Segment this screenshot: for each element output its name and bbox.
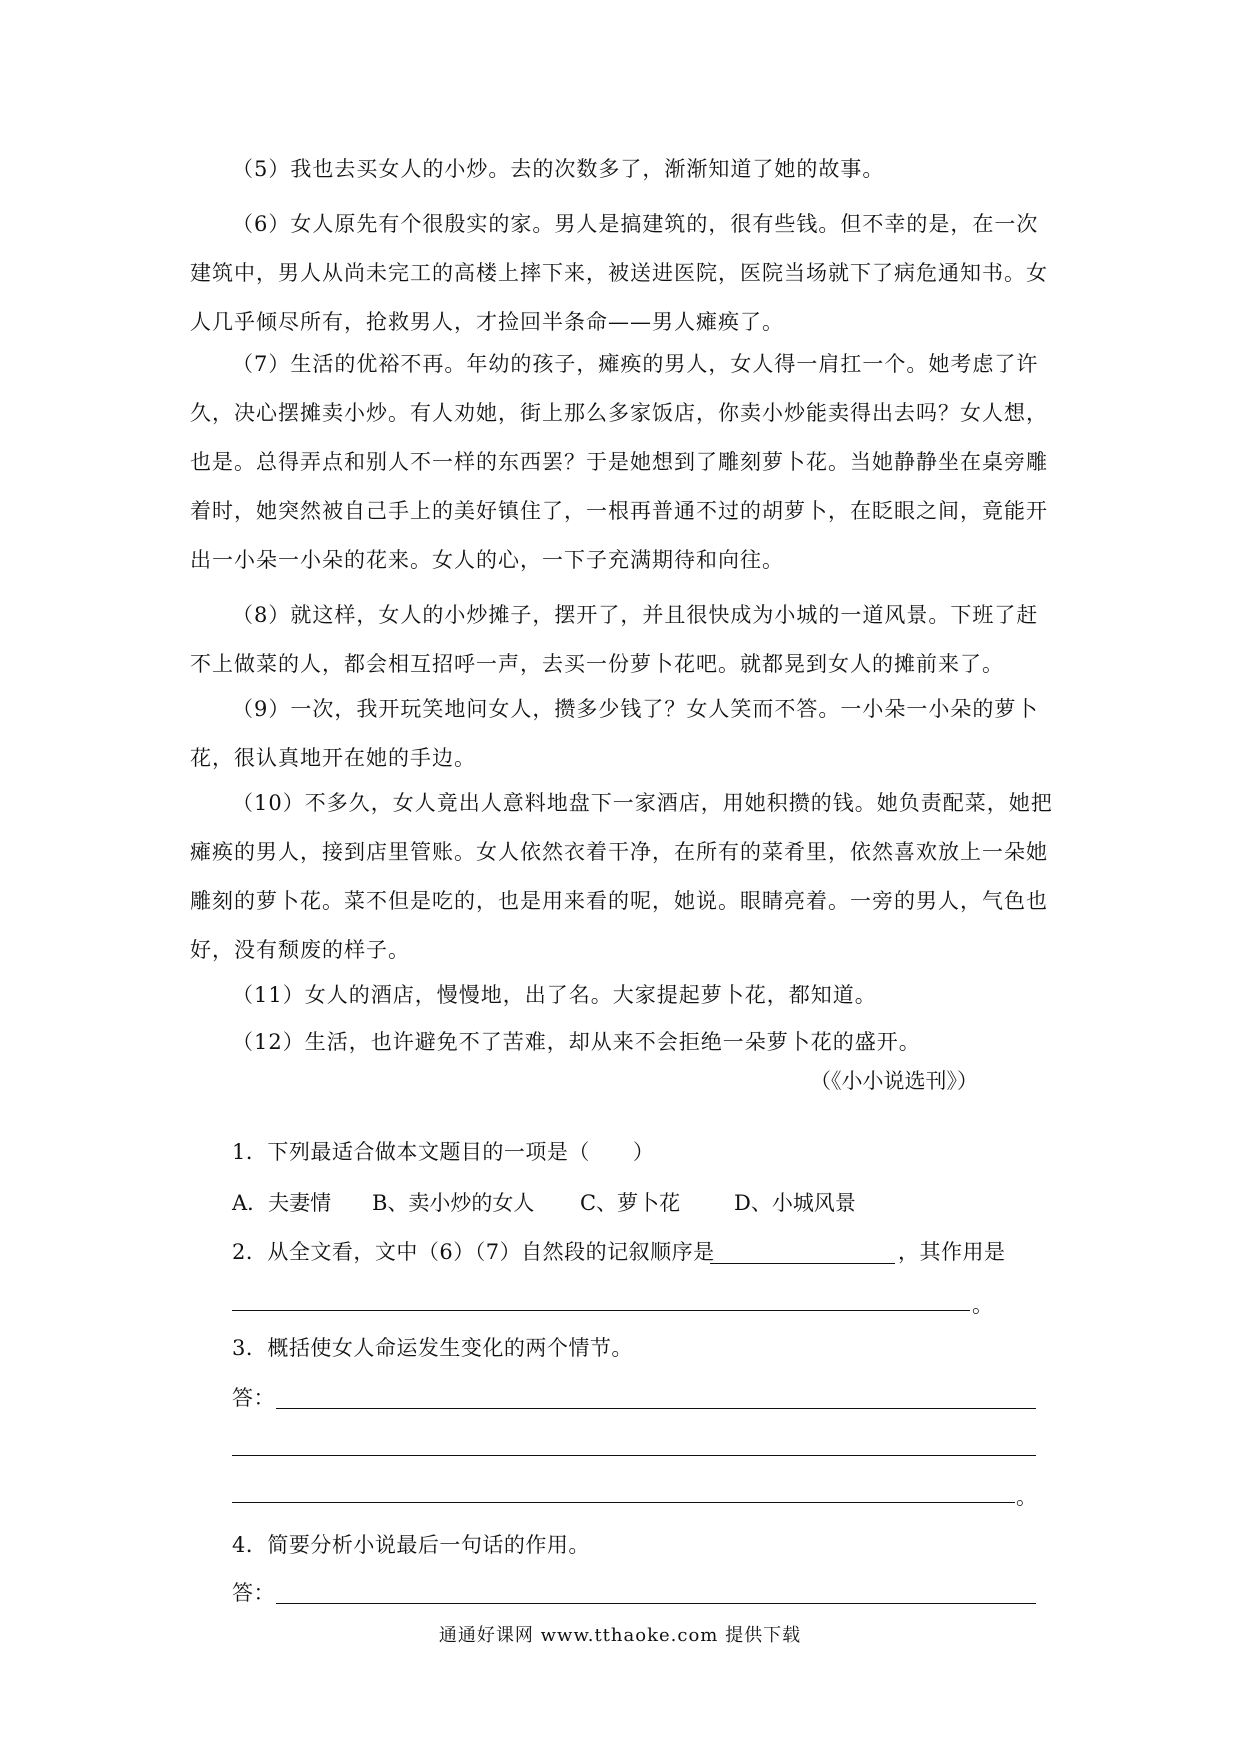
answer-label: 答： xyxy=(232,1386,275,1410)
option-d: D、小城风景 xyxy=(734,1191,856,1215)
answer-period: 。 xyxy=(1016,1485,1037,1509)
paragraph-5: （5）我也去买女人的小炒。去的次数多了，渐渐知道了她的故事。 xyxy=(232,157,885,181)
paragraph-9: （9）一次，我开玩笑地问女人，攒多少钱了？女人笑而不答。一小朵一小朵的萝卜花，很认真地开在她的手边。 xyxy=(190,697,1039,770)
answer-label: 答： xyxy=(232,1581,275,1605)
paragraph-10: （10）不多久，女人竟出人意料地盘下一家酒店，用她积攒的钱。她负责配菜，她把瘫痪的男人，接到店里管账。女人依然衣着干净，在所有的菜肴里，依然喜欢放上一朵她雕刻的萝卜花。菜不但是吃的，也是用来看的呢，她说。眼睛亮着。一旁的男人，气色也好，没有颓废的样子。 xyxy=(190,791,1053,962)
page-footer: 通通好课网 www.tthaoke.com 提供下载 xyxy=(438,1625,802,1646)
answer-line[interactable] xyxy=(232,1310,970,1311)
question-1: 1．下列最适合做本文题目的一项是（ ） xyxy=(232,1140,655,1164)
answer-period: 。 xyxy=(972,1293,993,1317)
answer-blank[interactable] xyxy=(710,1263,895,1264)
answer-line[interactable] xyxy=(276,1408,1036,1409)
paragraph-12: （12）生活，也许避免不了苦难，却从来不会拒绝一朵萝卜花的盛开。 xyxy=(232,1030,921,1054)
option-b: B、卖小炒的女人 xyxy=(372,1191,535,1215)
option-a: A．夫妻情 xyxy=(232,1191,332,1215)
answer-line[interactable] xyxy=(232,1502,1015,1503)
question-4: 4．简要分析小说最后一句话的作用。 xyxy=(232,1533,590,1557)
paragraph-6: （6）女人原先有个很殷实的家。男人是搞建筑的，很有些钱。但不幸的是，在一次建筑中，男人从尚未完工的高楼上摔下来，被送进医院，医院当场就下了病危通知书。女人几乎倾尽所有，抢救男人，才捡回半条命——男人瘫痪了。 xyxy=(190,212,1048,334)
paragraph-8: （8）就这样，女人的小炒摊子，摆开了，并且很快成为小城的一道风景。下班了赶不上做菜的人，都会相互招呼一声，去买一份萝卜花吧。就都晃到女人的摊前来了。 xyxy=(190,603,1039,676)
paragraph-11: （11）女人的酒店，慢慢地，出了名。大家提起萝卜花，都知道。 xyxy=(232,983,877,1007)
question-2-prefix: 2．从全文看，文中（6）（7）自然段的记叙顺序是 xyxy=(232,1240,715,1264)
option-c: C、萝卜花 xyxy=(580,1191,681,1215)
question-2-suffix: ，其作用是 xyxy=(898,1240,1006,1264)
answer-line[interactable] xyxy=(232,1455,1036,1456)
source-citation: （《小小说选刊》） xyxy=(810,1069,978,1093)
paragraph-7: （7）生活的优裕不再。年幼的孩子，瘫痪的男人，女人得一肩扛一个。她考虑了许久，决心摆摊卖小炒。有人劝她，街上那么多家饭店，你卖小炒能卖得出去吗？女人想，也是。总得弄点和别人不一样的东西罢？于是她想到了雕刻萝卜花。当她静静坐在桌旁雕着时，她突然被自己手上的美好镇住了，一根再普通不过的胡萝卜，在眨眼之间，竟能开出一小朵一小朵的花来。女人的心，一下子充满期待和向往。 xyxy=(190,352,1048,572)
question-3: 3．概括使女人命运发生变化的两个情节。 xyxy=(232,1336,633,1360)
answer-line[interactable] xyxy=(276,1603,1036,1604)
